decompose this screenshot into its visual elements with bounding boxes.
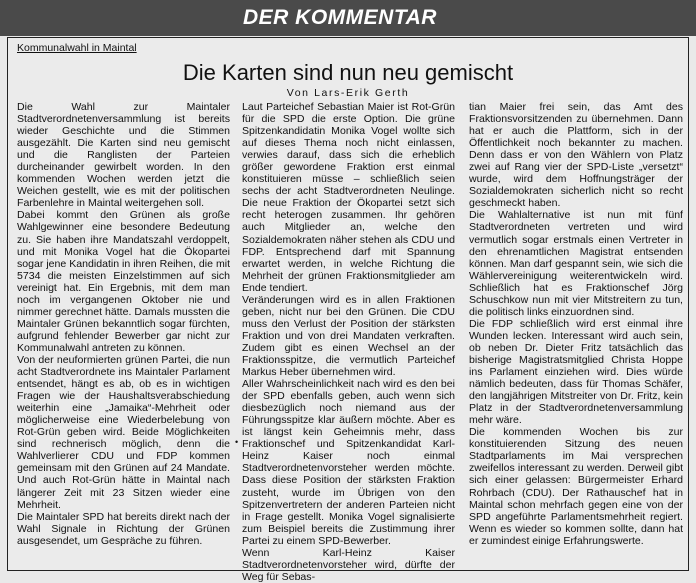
paragraph: Von der neuformierten grünen Partei, die nun acht Stadtverordnete ins Maintaler Parlament entsendet, hängt es ab, ob es in wichtigen Fragen wie der Haushaltsverabschiedung weiterhin eine „Jamaika“-Mehrheit oder möglicherweise eine Wiederbelebung von Rot-Grün geben wird. Beide Möglichkeiten sind rechnerisch möglich, denn die Wahlverlierer CDU und FDP kommen gemeinsam mit den Grünen auf 24 Mandate. Und auch Rot-Grün hätte in Maintal nach längerer Zeit mit 23 Sitzen wieder eine Mehrheit. [17,353,230,511]
article-headline: Die Karten sind nun neu gemischt [182,60,514,85]
article-kicker: Kommunalwahl in Maintal [17,42,137,54]
section-banner [0,0,696,36]
article-column-1 [17,101,230,569]
paragraph: tian Maier frei sein, das Amt des Fraktionsvorsitzenden zu übernehmen. Dann hat er auch die Plattform, sich in der Öffentlichkeit noch bekannter zu machen. Denn dass er von den Wählern von Platz zwei auf Rang vier der SPD-Liste „versetzt“ wurde, wird dem Hoffnungsträger der Sozialdemokraten sicherlich nicht so recht geschmeckt haben. [469,101,683,210]
paragraph: Dabei kommt den Grünen als große Wahlgewinner eine besondere Bedeutung zu. Sie haben ihre Mandatszahl verdoppelt, und mit Monika Vogel hat die Ökopartei sogar jene Kandidatin in ihren Reihen, die mit 5734 die meisten Einzelstimmen auf sich vereinigt hat. Ein Ergebnis, mit dem man noch im vergangenen Oktober nie und nimmer gerechnet hätte. Damals mussten die Maintaler Grünen bekanntlich sogar fürchten, aufgrund fehlender Bewerber gar nicht zur Kommunalwahl antreten zu können. [17,209,230,354]
bullet-mark: • [235,437,239,447]
paragraph: Die FDP schließlich wird erst einmal ihre Wunden lecken. Interessant wird auch sein, ob neben Dr. Dieter Fritz tatsächlich das bisherige Magistratsmitglied Christa Hoppe ins Parlament einziehen wird. Dies würde nämlich bedeuten, dass für Thomas Schäfer, den langjährigen Mitstreiter von Dr. Fritz, kein Platz in der Stadtverordnetenversammlung mehr wäre. [469,317,683,427]
article-column-2 [242,101,455,583]
paragraph: Wenn Karl-Heinz Kaiser Stadtverordnetenvorsteher wird, dürfte der Weg für Sebas- [242,546,455,583]
article-column-3 [469,101,683,569]
paragraph: Die Wahlalternative ist nun mit fünf Stadtverordneten vertreten und wird vermutlich sogar erstmals einen Vertreter in den ehrenamtlichen Magistrat entsenden können. Man darf gespannt sein, wie sich die Wählervereinigung weiterentwickeln wird. Schließlich hat es Fraktionschef Jörg Schuschkow nun mit vier Mitstreitern zu tun, die politisch links einzuordnen sind. [469,209,683,318]
paragraph: Die Maintaler SPD hat bereits direkt nach der Wahl Signale in Richtung der Grünen ausgesendet, um Gespräche zu führen. [17,510,230,547]
paragraph: Aller Wahrscheinlichkeit nach wird es den bei der SPD ebenfalls geben, auch wenn sich diesbezüglich noch niemand aus der Führungsspitze klar äußern möchte. Aber es ist längst kein Geheimnis mehr, dass Fraktionschef und Spitzenkandidat Karl-Heinz Kaiser noch einmal Stadtverordnetenvorsteher werden möchte. Dass diese Position der stärksten Fraktion zusteht, wurde im Übrigen von den Spitzenvertretern der anderen Parteien nicht in Frage gestellt. Monika Vogel signalisierte zum Beispiel bereits die Zustimmung ihrer Partei zu einem SPD-Bewerber. [242,378,455,547]
paragraph: Laut Parteichef Sebastian Maier ist Rot-Grün für die SPD die erste Option. Die grüne Spitzenkandidatin Monika Vogel wollte sich auf dieses Thema noch nicht einlassen, verwies darauf, dass sich die erheblich größer gewordene Fraktion erst einmal konstituieren müsse – schließlich seien sechs der acht Stadtverordneten Neulinge. Die neue Fraktion der Ökopartei setzt sich recht heterogen zusammen. Ihr gehören auch Mitglieder an, welche den Sozialdemokraten näher stehen als CDU und FDP. Entsprechend darf mit Spannung erwartet werden, in welche Richtung die Mehrheit der grünen Fraktionsmitglieder am Ende tendiert. [242,101,455,294]
article-byline: Von Lars-Erik Gerth [286,87,410,99]
paragraph: Die kommenden Wochen bis zur konstituierenden Sitzung des neuen Stadtparlaments im Mai versprechen zweifellos interessant zu werden. Derweil gibt sich einer gelassen: Bürgermeister Erhard Rohrbach (CDU). Der Rathauschef hat in Maintal schon mehrfach gegen eine von der SPD angeführte Parlamentsmehrheit regiert. Wenn es wieder so kommen sollte, dann hat er zumindest einige Erfahrungswerte. [469,426,683,547]
section-title: DER KOMMENTAR [243,6,437,29]
paragraph: Veränderungen wird es in allen Fraktionen geben, nicht nur bei den Grünen. Die CDU muss den Verlust der Position der stärksten Fraktion und von drei Mandaten verkraften. Zudem gibt es einen Wechsel an der Fraktionsspitze, die vermutlich Parteichef Markus Heber übernehmen wird. [242,293,455,379]
paragraph: Die Wahl zur Maintaler Stadtverordnetenversammlung ist bereits wieder Geschichte und die Stimmen ausgezählt. Die Karten sind neu gemischt und die Ranglisten der Parteien durcheinander gewirbelt worden. In den kommenden Wochen werden jetzt die Weichen gestellt, wie es mit der politischen Farbenlehre in Maintal weitergehen soll. [17,101,230,210]
